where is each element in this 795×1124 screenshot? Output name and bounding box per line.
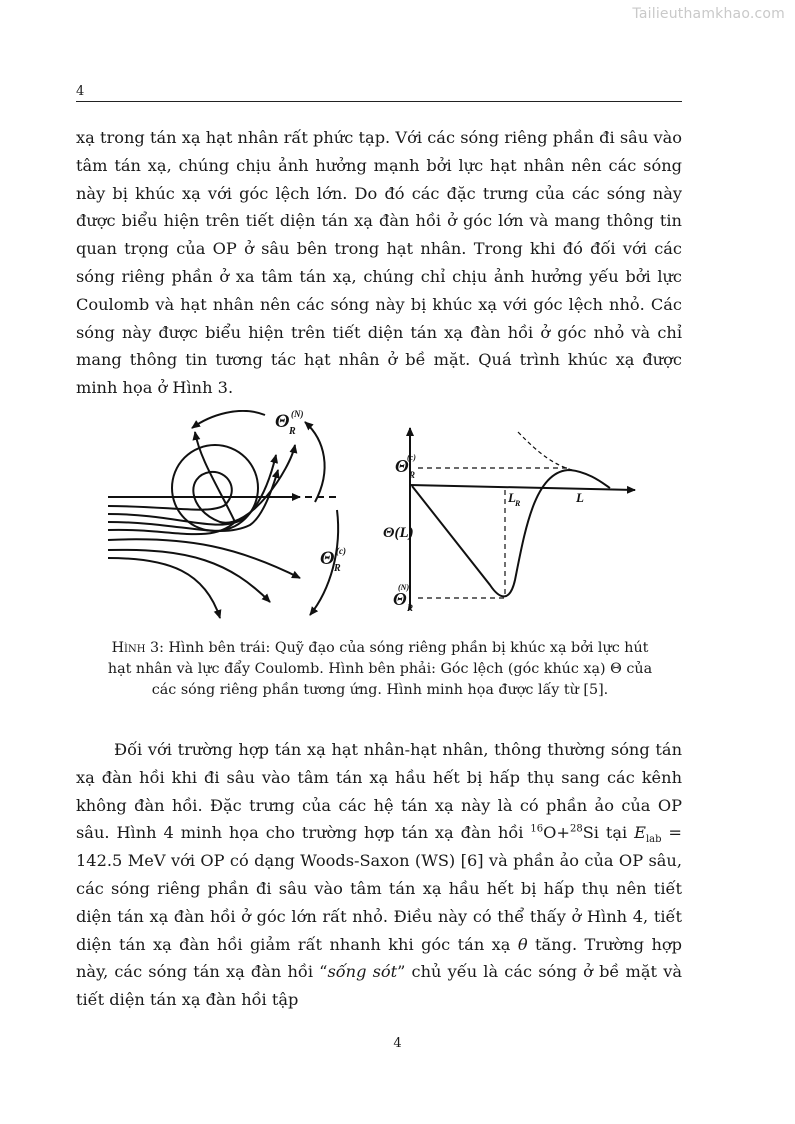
svg-text:(N): (N) bbox=[291, 410, 304, 419]
svg-text:R: R bbox=[409, 470, 416, 480]
caption-text: Hình bên trái: Quỹ đạo của sóng riêng phần bị khúc xạ bởi lực hút hạt nhân và lực đẩy Coulomb. Hình bên phải: Góc lệch (góc khúc xạ) Θ của các sóng riêng phần tương ứng. Hình minh họa được lấy từ [5]. bbox=[107, 640, 653, 698]
svg-text:R: R bbox=[407, 603, 414, 613]
paragraph-1 bbox=[76, 124, 682, 402]
paragraph-2-text: Đối với trường hợp tán xạ hạt nhân-hạt nhân, thông thường sóng tán xạ đàn hồi khi đi sâu vào tâm tán xạ hầu hết bị hấp thụ sang các kênh không đàn hồi. Đặc trưng của các hệ tán xạ này là có phần ảo của OP sâu. Hình 4 minh họa cho trường hợp tán xạ đàn hồi $^{16}$O+$^{28}$Si tại $E_{lab} = 142.5$ MeV với OP có dạng Woods-Saxon (WS) [6] và phần ảo của OP sâu, các sóng riêng phần đi sâu vào tâm tán xạ hầu hết bị hấp thụ nên tiết diện tán xạ đàn hồi ở góc lớn rất nhỏ. Điều này có thể thấy ở Hình 4, tiết diện tán xạ đàn hồi giảm rất nhanh khi góc tán xạ θ tăng. Trường hợp này, các sóng tán xạ đàn hồi “sống sót” chủ yếu là các sóng ở bề mặt và tiết diện tán xạ đàn hồi tập bbox=[76, 740, 682, 1010]
svg-text:Θ: Θ bbox=[393, 589, 407, 609]
svg-text:Θ: Θ bbox=[275, 411, 290, 432]
svg-text:(c): (c) bbox=[407, 453, 416, 462]
deflection-plot bbox=[410, 428, 635, 610]
svg-text:(c): (c) bbox=[336, 546, 346, 556]
svg-text:R: R bbox=[334, 563, 341, 574]
svg-text:Θ: Θ bbox=[395, 456, 409, 476]
figure-3 bbox=[100, 410, 645, 625]
svg-text:R: R bbox=[289, 426, 296, 437]
trajectory-diagram bbox=[108, 411, 340, 618]
left-labels bbox=[275, 410, 346, 574]
svg-text:Θ: Θ bbox=[320, 548, 335, 569]
svg-text:(N): (N) bbox=[398, 583, 410, 592]
header-rule bbox=[76, 101, 682, 102]
caption-label: Hình 3: bbox=[111, 640, 164, 656]
svg-text:Θ(L): Θ(L) bbox=[383, 525, 414, 541]
svg-text:R: R bbox=[515, 499, 521, 508]
figure-caption bbox=[100, 638, 660, 701]
svg-text:L: L bbox=[576, 490, 584, 505]
paragraph-2 bbox=[76, 736, 682, 1014]
footer-page-number: 4 bbox=[393, 1036, 402, 1051]
watermark: Tailieuthamkhao.com bbox=[632, 6, 785, 22]
paragraph-1-text: xạ trong tán xạ hạt nhân rất phức tạp. Với các sóng riêng phần đi sâu vào tâm tán xạ, chúng chịu ảnh hưởng mạnh bởi lực hạt nhân nên các sóng này bị khúc xạ với góc lệch lớn. Do đó các đặc trưng của các sóng này được biểu hiện trên tiết diện tán xạ đàn hồi ở góc lớn và mang thông tin quan trọng của OP ở sâu bên trong hạt nhân. Trong khi đó đối với các sóng riêng phần ở xa tâm tán xạ, chúng chỉ chịu ảnh hưởng yếu bởi lực Coulomb và hạt nhân nên các sóng này bị khúc xạ với góc lệch nhỏ. Các sóng này được biểu hiện trên tiết diện tán xạ đàn hồi ở góc nhỏ và chỉ mang thông tin tương tác hạt nhân ở bề mặt. Quá trình khúc xạ được minh họa ở Hình 3. bbox=[76, 128, 682, 398]
svg-text:L: L bbox=[508, 490, 516, 505]
header-page-number: 4 bbox=[76, 84, 85, 99]
right-labels bbox=[383, 453, 584, 613]
